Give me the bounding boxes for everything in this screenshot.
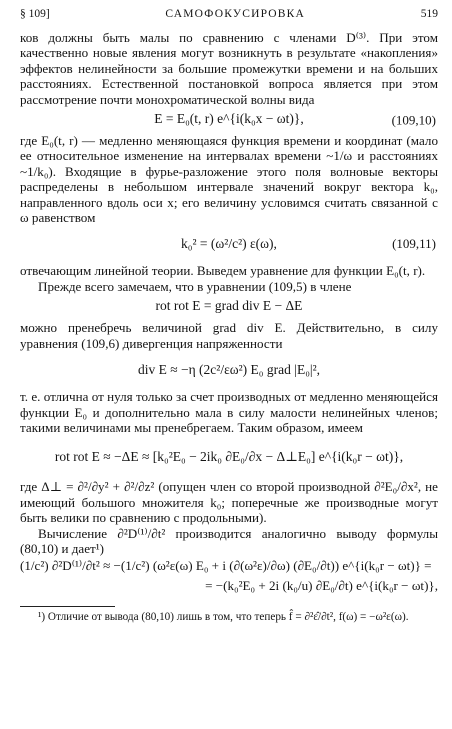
section-marker: § 109] (20, 8, 50, 20)
paragraph: отвечающим линейной теории. Выведем уравнение для функции E₀(t, r). (20, 263, 426, 279)
footnote-divider (20, 606, 115, 607)
running-header (20, 8, 438, 24)
equation-body: rot rot E = grad div E − ΔE (155, 298, 303, 314)
equation-number: (109,11) (392, 236, 436, 252)
equation-d-second-derivative-line-1: (1/c²) ∂²D⁽¹⁾/∂t² ≈ −(1/c²) (ω²ε(ω) E₀ + i (∂(ω²ε)/∂ω) (∂E₀/∂t)) e^{i(k₀r − ωt)} = (20, 558, 432, 574)
equation-d-second-derivative-line-2: = −(k₀²E₀ + 2i (k₀/u) ∂E₀/∂t) e^{i(k₀r − ωt)}, (205, 578, 438, 594)
equation-body: E = E₀(t, r) e^{i(k₀x − ωt)}, (154, 111, 304, 127)
equation-rot-rot (20, 298, 438, 316)
page-number: 519 (420, 8, 438, 20)
body-text (20, 30, 438, 596)
equation-div-e (20, 355, 438, 385)
equation-body: div E ≈ −η (2c²/εω²) E₀ grad |E₀|², (137, 362, 321, 378)
footnote (20, 611, 438, 624)
equation-109-11 (20, 229, 438, 259)
running-title: САМОФОКУСИРОВКА (165, 8, 306, 20)
paragraph: где Δ⊥ = ∂²/∂y² + ∂²/∂z² (опущен член со второй производной ∂²E₀/∂x², не имеющий большого множителя k₀; поперечные же производные могут быть велики по сравнению с продольными). (20, 479, 438, 526)
equation-rot-rot-approx (20, 439, 438, 475)
equation-109-10 (20, 111, 438, 129)
equation-number: (109,10) (391, 112, 436, 128)
paragraph: Вычисление ∂²D⁽¹⁾/∂t² производится аналогично выводу формулы (80,10) и дает¹) (20, 525, 438, 556)
footnote-text: ¹) Отличие от вывода (80,10) лишь в том, что теперь f̂ = ∂²ε̂/∂t², f(ω) = −ω²ε(ω). (38, 611, 409, 624)
paragraph: можно пренебречь величиной grad div E. Действительно, в силу уравнения (109,6) дивергенция напряженности (20, 320, 438, 351)
paragraph: т. е. отлична от нуля только за счет производных от медленно меняющейся функции E₀ и дополнительно мала в силу малости нелинейных членов; такими величинами мы пренебрегаем. Таким образом, имеем (20, 389, 438, 435)
equation-body: k₀² = (ω²/c²) ε(ω), (181, 236, 277, 252)
paragraph: ков должны быть малы по сравнению с членами D⁽³⁾. При этом качественно новые явления могут возникнуть в результате «накопления» эффектов нелинейности за большие промежутки времени и на больших расстояниях. Естественной постановкой вопроса является при этом рассмотрение почти монохроматической волны вида (20, 30, 438, 107)
paragraph: Прежде всего замечаем, что в уравнении (109,5) в члене (38, 278, 352, 294)
equation-body: rot rot E ≈ −ΔE ≈ [k₀²E₀ − 2ik₀ ∂E₀/∂x − Δ⊥E₀] e^{i(k₀r − ωt)}, (54, 449, 404, 465)
paragraph: где E₀(t, r) — медленно меняющаяся функция времени и координат (мало ее относительное изменение на интервалах времени ~1/ω и расстояниях ~1/k₀). Входящие в фурье-разложение этого поля волновые векторы распределены в небольшом интервале значений вокруг вектора k₀, направленного вдоль оси x; его величину условимся считать связанной с ω равенством (20, 133, 438, 226)
